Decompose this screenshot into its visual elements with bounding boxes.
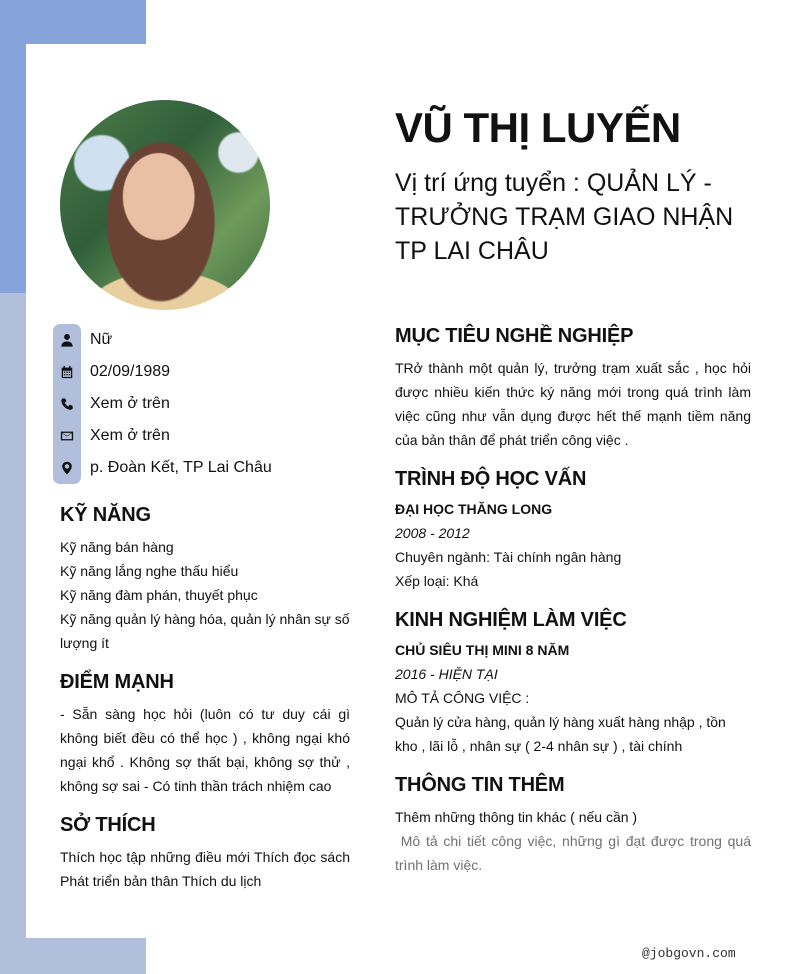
decorative-block-bottom	[0, 938, 146, 974]
decorative-strip-left-bottom	[0, 293, 26, 974]
contact-phone	[53, 388, 272, 420]
hobbies-section	[60, 814, 350, 893]
location-pin-icon	[53, 456, 81, 480]
calendar-icon	[53, 360, 81, 384]
skills-title: KỸ NĂNG	[60, 504, 151, 526]
additional-info-desc: Mô tả chi tiết công việc, những gì đạt được trong quá trình làm việc.	[395, 833, 755, 873]
email-value: Xem ở trên	[90, 427, 170, 444]
experience-title: KINH NGHIỆM LÀM VIỆC	[395, 609, 627, 631]
education-major: Chuyên ngành: Tài chính ngân hàng	[395, 549, 622, 565]
experience-desc-label: MÔ TẢ CÔNG VIỆC :	[395, 690, 530, 706]
education-period: 2008 - 2012	[395, 525, 470, 541]
education-title: TRÌNH ĐỘ HỌC VẤN	[395, 468, 587, 490]
strengths-section	[60, 671, 350, 798]
contact-gender	[53, 324, 272, 356]
experience-role: CHỦ SIÊU THỊ MINI 8 NĂM	[395, 642, 570, 658]
education-section	[395, 468, 751, 593]
additional-info-title: THÔNG TIN THÊM	[395, 774, 565, 796]
candidate-name: VŨ THỊ LUYẾN	[395, 104, 681, 151]
strengths-text: - Sẵn sàng học hỏi (luôn có tư duy cái gì không biết đều có thể học ) , không ngại khó ngại khổ . Không sợ thất bại, không sợ thử , không sợ sai - Có tinh thần trách nhiệm cao	[60, 706, 350, 794]
decorative-block-top	[0, 0, 146, 44]
skill-item: Kỹ năng lắng nghe thấu hiểu	[60, 563, 239, 579]
hobbies-title: SỞ THÍCH	[60, 814, 156, 836]
left-column	[60, 500, 350, 893]
education-grade: Xếp loại: Khá	[395, 573, 479, 589]
phone-value: Xem ở trên	[90, 395, 170, 412]
school-name: ĐẠI HỌC THĂNG LONG	[395, 501, 553, 517]
objective-section	[395, 325, 751, 452]
experience-section	[395, 609, 751, 758]
skills-section	[60, 504, 350, 655]
hobbies-text: Thích học tập những điều mới Thích đọc sách Phát triển bản thân Thích du lịch	[60, 849, 350, 889]
profile-photo	[60, 100, 270, 310]
contact-address	[53, 452, 272, 484]
strengths-title: ĐIỂM MẠNH	[60, 671, 174, 693]
skill-item: Kỹ năng quản lý hàng hóa, quản lý nhân sự số lượng ít	[60, 611, 350, 651]
birthdate-value: 02/09/1989	[90, 363, 171, 380]
experience-period: 2016 - HIỆN TẠI	[395, 666, 498, 682]
email-icon	[53, 424, 81, 448]
contact-birthdate	[53, 356, 272, 388]
contact-list	[53, 324, 272, 484]
phone-icon	[53, 392, 81, 416]
skill-item: Kỹ năng bán hàng	[60, 539, 174, 555]
additional-info-section	[395, 774, 755, 877]
watermark: @jobgovn.com	[642, 946, 736, 961]
additional-info-line: Thêm những thông tin khác ( nếu cần )	[395, 809, 638, 825]
person-icon	[53, 328, 81, 352]
applied-position: Vị trí ứng tuyển : QUẢN LÝ - TRƯỞNG TRẠM GIAO NHẬN TP LAI CHÂU	[395, 169, 734, 265]
objective-text: TRở thành một quản lý, trưởng trạm xuất sắc , học hỏi được nhiều kiến thức ký năng mới trong quá trình làm việc cũng như vẫn dụng được hết thế mạnh tiềm năng của bản thân để phát triển công việc .	[395, 360, 751, 448]
decorative-strip-left-top	[0, 44, 26, 293]
right-column	[395, 325, 755, 877]
skill-item: Kỹ năng đàm phán, thuyết phục	[60, 587, 258, 603]
address-value: p. Đoàn Kết, TP Lai Châu	[90, 459, 272, 476]
gender-value: Nữ	[90, 331, 113, 348]
objective-title: MỤC TIÊU NGHỀ NGHIỆP	[395, 325, 634, 347]
contact-email	[53, 420, 272, 452]
experience-desc: Quản lý cửa hàng, quản lý hàng xuất hàng nhập , tồn kho , lãi lỗ , nhân sự ( 2-4 nhân sự ) , tài chính	[395, 714, 726, 754]
